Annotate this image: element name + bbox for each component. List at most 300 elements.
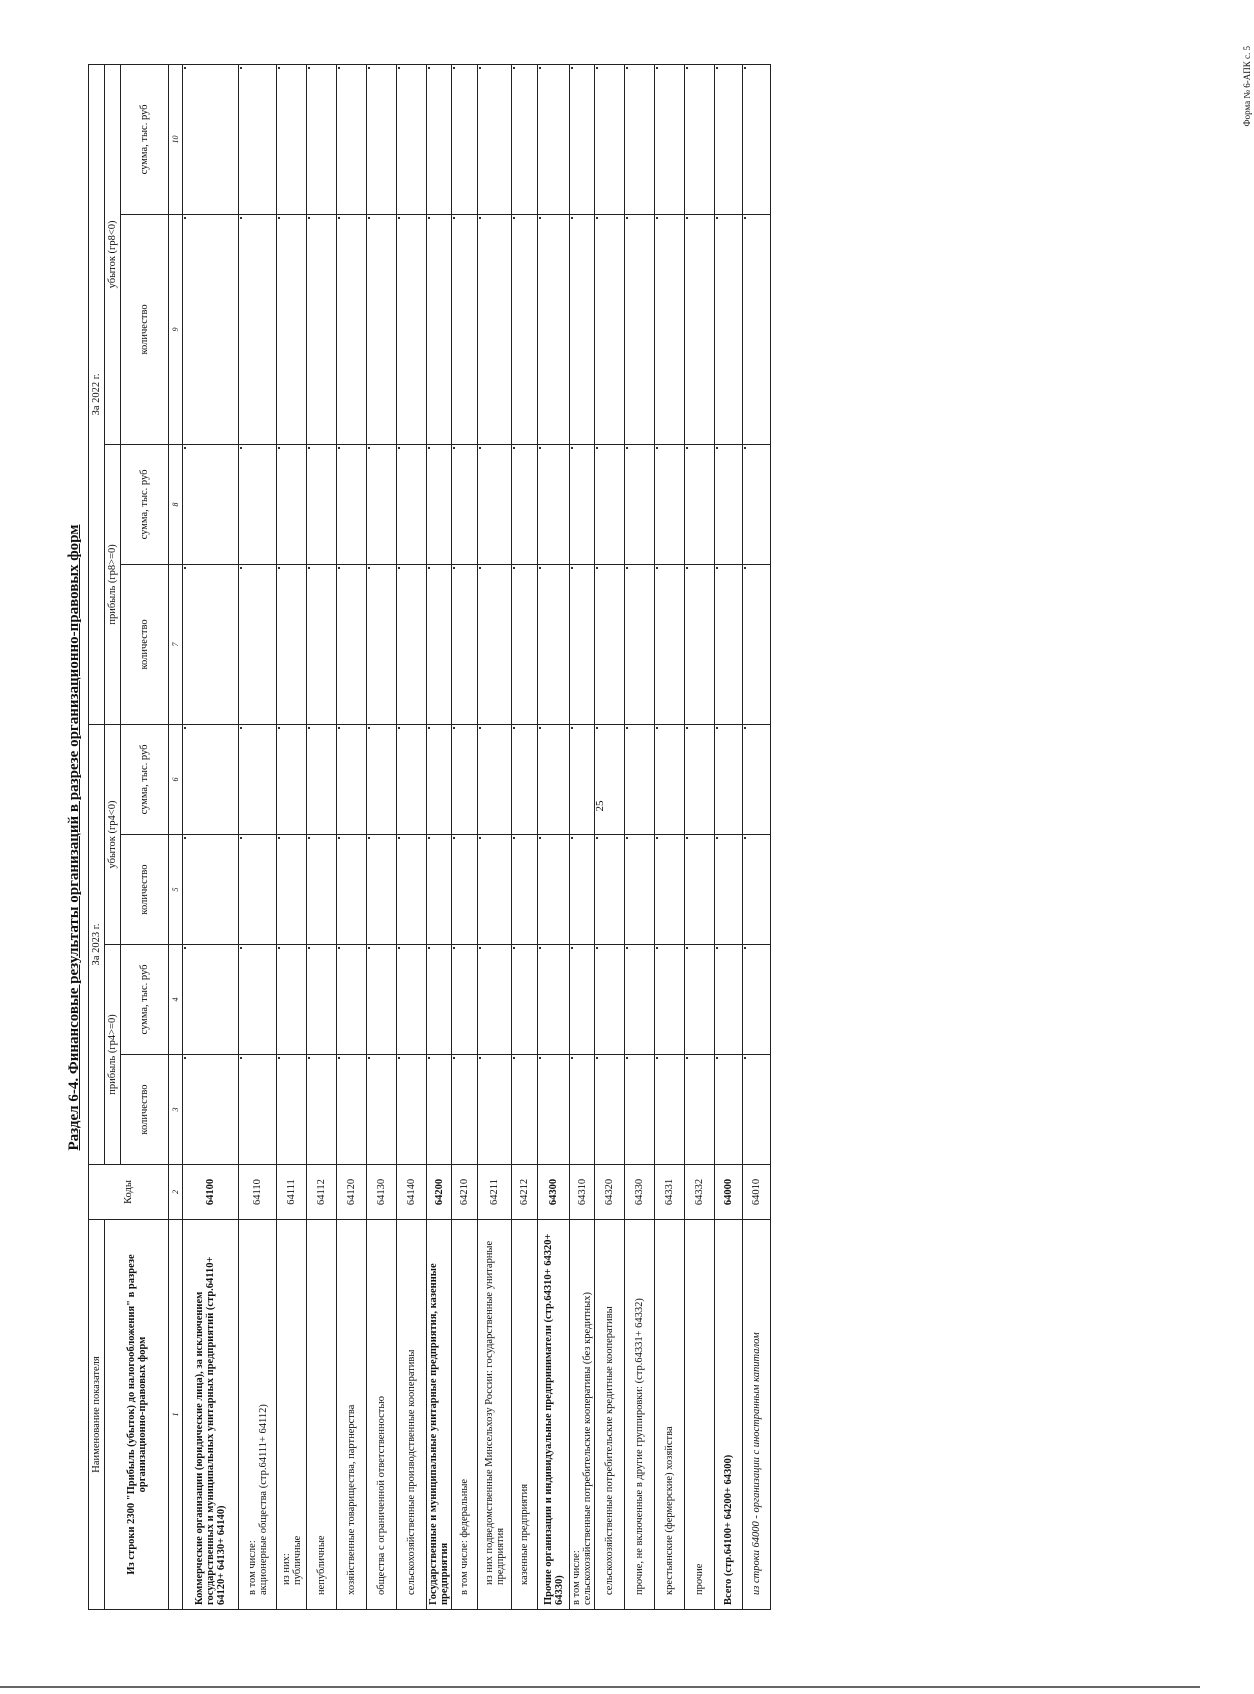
value-cell[interactable] <box>307 724 337 834</box>
row-label-text: хозяйственные товарищества, партнерства <box>346 1404 357 1595</box>
value-cell[interactable] <box>625 724 655 834</box>
value-cell[interactable] <box>570 1055 595 1165</box>
cell-mark <box>308 217 310 219</box>
value-cell[interactable] <box>685 1055 715 1165</box>
cell-mark <box>308 567 310 569</box>
value-cell[interactable] <box>715 1055 743 1165</box>
cell-mark <box>368 447 370 449</box>
value-cell[interactable] <box>512 214 538 444</box>
row-code: 64140 <box>397 1165 427 1220</box>
cell-mark <box>398 217 400 219</box>
cell-mark <box>571 217 573 219</box>
value-cell[interactable] <box>715 724 743 834</box>
value-cell[interactable] <box>512 444 538 564</box>
value-cell[interactable] <box>427 945 452 1055</box>
cell-mark <box>398 567 400 569</box>
cell-mark <box>626 837 628 839</box>
row-label-prefix: в том числе: <box>246 1540 258 1595</box>
row-label-text: из них подведомственные Минсельхозу России: государственные унитарные предприятия <box>483 1240 506 1585</box>
value-cell[interactable] <box>715 835 743 945</box>
row-label-text: казенные предприятия <box>519 1483 530 1585</box>
value-cell[interactable] <box>397 444 427 564</box>
value-cell[interactable] <box>655 835 685 945</box>
value-cell[interactable] <box>538 444 570 564</box>
value-cell[interactable] <box>239 724 277 834</box>
value-cell[interactable] <box>625 564 655 724</box>
value-cell[interactable] <box>367 214 397 444</box>
header-sum-2023-loss: сумма, тыс. руб <box>121 724 169 834</box>
row-label <box>512 1220 538 1610</box>
row-label-text: Всего (стр.64100+ 64200+ 64300) <box>723 1454 734 1605</box>
value-cell[interactable] <box>397 835 427 945</box>
cell-mark <box>398 837 400 839</box>
value-cell[interactable] <box>452 564 478 724</box>
cell-mark <box>744 1057 746 1059</box>
value-cell[interactable] <box>685 214 715 444</box>
value-cell[interactable] <box>427 564 452 724</box>
value-cell[interactable] <box>452 1055 478 1165</box>
cell-mark <box>368 67 370 69</box>
value-cell[interactable] <box>337 564 367 724</box>
value-cell[interactable] <box>183 564 239 724</box>
cell-mark <box>479 837 481 839</box>
row-label-text: непубличные <box>316 1535 327 1595</box>
value-cell[interactable] <box>337 835 367 945</box>
row-label <box>685 1220 715 1610</box>
table-row <box>685 64 715 1609</box>
table-row <box>427 64 452 1609</box>
header-profit-2023: прибыль (гр4>=0) <box>105 945 121 1165</box>
cell-mark <box>686 217 688 219</box>
value-cell[interactable] <box>625 945 655 1055</box>
value-cell[interactable] <box>307 945 337 1055</box>
value-cell[interactable] <box>427 214 452 444</box>
row-label <box>715 1220 743 1610</box>
value-cell[interactable] <box>367 444 397 564</box>
cell-mark <box>626 947 628 949</box>
value-cell[interactable] <box>183 64 239 214</box>
value-cell[interactable] <box>655 64 685 214</box>
row-code: 64010 <box>743 1165 771 1220</box>
value-cell[interactable] <box>570 64 595 214</box>
cell-mark <box>626 67 628 69</box>
cell-mark <box>278 217 280 219</box>
value-cell[interactable] <box>538 214 570 444</box>
cell-mark <box>744 947 746 949</box>
value-cell[interactable] <box>452 945 478 1055</box>
cell-mark <box>240 447 242 449</box>
value-cell[interactable] <box>715 214 743 444</box>
value-cell[interactable] <box>595 1055 625 1165</box>
value-cell[interactable] <box>655 945 685 1055</box>
table-row <box>183 64 239 1609</box>
header-loss-2022: убыток (гр8<0) <box>105 64 121 444</box>
value-cell[interactable] <box>685 724 715 834</box>
value-cell[interactable] <box>337 214 367 444</box>
cell-mark <box>240 947 242 949</box>
value-cell[interactable] <box>743 945 771 1055</box>
value-cell[interactable] <box>625 444 655 564</box>
value-cell[interactable] <box>183 214 239 444</box>
row-code: 64300 <box>538 1165 570 1220</box>
cell-mark <box>716 217 718 219</box>
value-cell[interactable] <box>625 214 655 444</box>
cell-mark <box>571 67 573 69</box>
cell-mark <box>184 67 186 69</box>
value-cell[interactable] <box>715 444 743 564</box>
cell-mark <box>596 947 598 949</box>
cell-mark <box>338 567 340 569</box>
rotated-page-content <box>66 65 796 1610</box>
value-cell[interactable] <box>427 724 452 834</box>
value-cell[interactable] <box>570 214 595 444</box>
value-cell[interactable] <box>367 564 397 724</box>
cell-mark <box>744 217 746 219</box>
row-code: 64332 <box>685 1165 715 1220</box>
value-cell[interactable] <box>307 564 337 724</box>
header-profit-2022: прибыль (гр8>=0) <box>105 444 121 724</box>
value-cell[interactable] <box>512 835 538 945</box>
cell-mark <box>428 1057 430 1059</box>
value-cell[interactable] <box>685 835 715 945</box>
cell-mark <box>656 727 658 729</box>
value-cell[interactable] <box>743 835 771 945</box>
value-cell[interactable] <box>307 1055 337 1165</box>
value-cell[interactable] <box>307 835 337 945</box>
table-row <box>715 64 743 1609</box>
row-code: 64130 <box>367 1165 397 1220</box>
value-cell[interactable] <box>743 724 771 834</box>
value-cell[interactable] <box>452 835 478 945</box>
row-code: 64210 <box>452 1165 478 1220</box>
cell-mark <box>571 447 573 449</box>
value-cell[interactable] <box>337 945 367 1055</box>
value-cell[interactable] <box>277 64 307 214</box>
value-cell[interactable] <box>595 564 625 724</box>
cell-mark <box>479 67 481 69</box>
value-cell[interactable] <box>512 564 538 724</box>
value-cell[interactable] <box>277 214 307 444</box>
value-cell[interactable] <box>239 564 277 724</box>
cell-mark <box>184 727 186 729</box>
value-cell[interactable] <box>478 564 512 724</box>
row-label <box>337 1220 367 1610</box>
value-cell[interactable] <box>570 724 595 834</box>
col-index: 5 <box>169 835 183 945</box>
value-cell[interactable] <box>715 945 743 1055</box>
cell-mark <box>626 447 628 449</box>
value-cell[interactable] <box>397 64 427 214</box>
value-cell[interactable] <box>239 835 277 945</box>
row-label-text: публичные <box>291 1535 303 1585</box>
value-cell[interactable] <box>743 444 771 564</box>
cell-mark <box>626 567 628 569</box>
cell-mark <box>716 447 718 449</box>
cell-mark <box>571 1057 573 1059</box>
value-cell[interactable] <box>595 64 625 214</box>
cell-mark <box>513 217 515 219</box>
value-cell[interactable] <box>478 835 512 945</box>
value-cell[interactable] <box>397 214 427 444</box>
cell-mark <box>278 947 280 949</box>
value-cell[interactable] <box>538 1055 570 1165</box>
value-cell[interactable] <box>743 564 771 724</box>
cell-mark <box>428 947 430 949</box>
value-cell[interactable] <box>239 64 277 214</box>
scan-edge-line <box>0 1686 1200 1688</box>
value-cell[interactable] <box>478 214 512 444</box>
value-cell[interactable] <box>625 835 655 945</box>
value-cell[interactable] <box>512 945 538 1055</box>
value-cell[interactable] <box>277 564 307 724</box>
value-cell[interactable] <box>685 64 715 214</box>
value-cell[interactable] <box>478 1055 512 1165</box>
cell-mark <box>428 567 430 569</box>
row-code: 64211 <box>478 1165 512 1220</box>
column-index-row <box>169 64 183 1609</box>
value-cell[interactable] <box>452 214 478 444</box>
value-cell[interactable] <box>337 724 367 834</box>
header-period-2022: За 2022 г. <box>89 64 105 724</box>
cell-mark <box>716 67 718 69</box>
value-cell[interactable] <box>367 1055 397 1165</box>
value-cell[interactable] <box>307 444 337 564</box>
value-cell[interactable] <box>427 1055 452 1165</box>
row-label <box>183 1220 239 1610</box>
cell-mark <box>716 947 718 949</box>
cell-mark <box>686 447 688 449</box>
cell-mark <box>240 727 242 729</box>
col-index: 9 <box>169 214 183 444</box>
cell-mark <box>513 837 515 839</box>
cell-mark <box>539 947 541 949</box>
value-cell[interactable] <box>183 724 239 834</box>
cell-mark <box>744 67 746 69</box>
value-cell[interactable] <box>655 214 685 444</box>
value-cell[interactable] <box>655 1055 685 1165</box>
value-cell[interactable] <box>307 214 337 444</box>
header-sum-2022-loss: сумма, тыс. руб <box>121 64 169 214</box>
cell-mark <box>278 447 280 449</box>
cell-mark <box>571 837 573 839</box>
value-cell[interactable] <box>397 564 427 724</box>
value-cell[interactable] <box>277 444 307 564</box>
value-cell[interactable] <box>183 1055 239 1165</box>
value-cell[interactable] <box>239 214 277 444</box>
header-loss-2023: убыток (гр4<0) <box>105 724 121 944</box>
value-cell[interactable] <box>397 1055 427 1165</box>
value-cell[interactable] <box>595 835 625 945</box>
cell-mark <box>240 1057 242 1059</box>
row-label <box>625 1220 655 1610</box>
col-index: 4 <box>169 945 183 1055</box>
row-code: 64111 <box>277 1165 307 1220</box>
value-cell[interactable] <box>538 64 570 214</box>
value-cell[interactable] <box>743 214 771 444</box>
row-label <box>538 1220 570 1610</box>
value-cell[interactable] <box>307 64 337 214</box>
cell-mark <box>184 447 186 449</box>
value-cell[interactable] <box>625 1055 655 1165</box>
row-label-text: прочие <box>694 1563 705 1595</box>
row-label-prefix: в том числе: <box>571 1550 582 1605</box>
cell-mark <box>278 567 280 569</box>
value-cell[interactable] <box>538 724 570 834</box>
table-row <box>452 64 478 1609</box>
value-cell[interactable] <box>538 564 570 724</box>
value-cell[interactable] <box>655 444 685 564</box>
value-cell[interactable] <box>538 945 570 1055</box>
value-cell[interactable] <box>397 945 427 1055</box>
value-cell[interactable] <box>685 444 715 564</box>
cell-mark <box>596 447 598 449</box>
value-cell[interactable] <box>367 64 397 214</box>
cell-mark <box>398 1057 400 1059</box>
value-cell[interactable] <box>367 724 397 834</box>
cell-mark <box>656 947 658 949</box>
value-cell[interactable] <box>478 724 512 834</box>
value-cell[interactable] <box>239 444 277 564</box>
value-cell[interactable] <box>512 1055 538 1165</box>
value-cell[interactable] <box>625 64 655 214</box>
header-qty-2022-profit: количество <box>121 564 169 724</box>
row-label <box>655 1220 685 1610</box>
row-label <box>307 1220 337 1610</box>
header-qty-2022-loss: количество <box>121 214 169 444</box>
cell-mark <box>338 837 340 839</box>
value-cell[interactable] <box>452 64 478 214</box>
cell-mark <box>479 567 481 569</box>
value-cell[interactable] <box>337 1055 367 1165</box>
value-cell[interactable] <box>570 564 595 724</box>
value-cell[interactable] <box>715 564 743 724</box>
row-label-text: сельскохозяйственные производственные кооперативы <box>406 1349 417 1595</box>
cell-mark <box>479 1057 481 1059</box>
page-number: 25 <box>594 800 606 812</box>
value-cell[interactable] <box>538 835 570 945</box>
table-row <box>367 64 397 1609</box>
value-cell[interactable] <box>183 835 239 945</box>
value-cell[interactable] <box>452 444 478 564</box>
value-cell[interactable] <box>595 444 625 564</box>
value-cell[interactable] <box>595 214 625 444</box>
value-cell[interactable] <box>277 835 307 945</box>
cell-mark <box>240 567 242 569</box>
row-label <box>570 1220 595 1610</box>
row-label-text: акционерные общества (стр.64111+ 64112) <box>257 1404 269 1595</box>
col-index: 6 <box>169 724 183 834</box>
value-cell[interactable] <box>570 835 595 945</box>
value-cell[interactable] <box>655 564 685 724</box>
cell-mark <box>513 1057 515 1059</box>
value-cell[interactable] <box>183 945 239 1055</box>
cell-mark <box>513 447 515 449</box>
cell-mark <box>398 447 400 449</box>
value-cell[interactable] <box>427 444 452 564</box>
cell-mark <box>744 837 746 839</box>
row-code: 64310 <box>570 1165 595 1220</box>
cell-mark <box>744 447 746 449</box>
cell-mark <box>479 447 481 449</box>
cell-mark <box>368 567 370 569</box>
row-label <box>239 1220 277 1610</box>
row-code: 64100 <box>183 1165 239 1220</box>
value-cell[interactable] <box>427 835 452 945</box>
value-cell[interactable] <box>595 724 625 834</box>
value-cell[interactable] <box>277 1055 307 1165</box>
cell-mark <box>428 727 430 729</box>
cell-mark <box>428 837 430 839</box>
cell-mark <box>686 567 688 569</box>
value-cell[interactable] <box>427 64 452 214</box>
cell-mark <box>368 1057 370 1059</box>
value-cell[interactable] <box>478 945 512 1055</box>
value-cell[interactable] <box>397 724 427 834</box>
row-label-text: в том числе: федеральные <box>459 1478 470 1595</box>
value-cell[interactable] <box>570 945 595 1055</box>
value-cell[interactable] <box>239 1055 277 1165</box>
cell-mark <box>656 837 658 839</box>
value-cell[interactable] <box>715 64 743 214</box>
value-cell[interactable] <box>595 945 625 1055</box>
col-index: 10 <box>169 64 183 214</box>
row-label-text: Прочие организации и индивидуальные предприниматели (стр.64310+ 64320+ 64330) <box>542 1233 565 1605</box>
value-cell[interactable] <box>183 444 239 564</box>
row-label <box>595 1220 625 1610</box>
financial-results-table <box>88 64 771 1610</box>
header-qty-2023-profit: количество <box>121 1055 169 1165</box>
cell-mark <box>686 727 688 729</box>
value-cell[interactable] <box>367 945 397 1055</box>
table-row <box>397 64 427 1609</box>
value-cell[interactable] <box>277 945 307 1055</box>
value-cell[interactable] <box>685 564 715 724</box>
value-cell[interactable] <box>367 835 397 945</box>
value-cell[interactable] <box>478 444 512 564</box>
value-cell[interactable] <box>512 64 538 214</box>
value-cell[interactable] <box>337 444 367 564</box>
cell-mark <box>398 67 400 69</box>
value-cell[interactable] <box>452 724 478 834</box>
table-row <box>625 64 655 1609</box>
value-cell[interactable] <box>277 724 307 834</box>
col-index: 1 <box>169 1220 183 1610</box>
value-cell[interactable] <box>685 945 715 1055</box>
cell-mark <box>308 837 310 839</box>
cell-mark <box>539 727 541 729</box>
table-row <box>239 64 277 1609</box>
row-label <box>397 1220 427 1610</box>
table-row <box>655 64 685 1609</box>
value-cell[interactable] <box>512 724 538 834</box>
row-label <box>452 1220 478 1610</box>
row-code: 64212 <box>512 1165 538 1220</box>
row-label <box>427 1220 452 1610</box>
value-cell[interactable] <box>655 724 685 834</box>
cell-mark <box>338 947 340 949</box>
value-cell[interactable] <box>743 1055 771 1165</box>
value-cell[interactable] <box>337 64 367 214</box>
col-index: 7 <box>169 564 183 724</box>
cell-mark <box>338 217 340 219</box>
value-cell[interactable] <box>570 444 595 564</box>
cell-mark <box>278 1057 280 1059</box>
value-cell[interactable] <box>743 64 771 214</box>
cell-mark <box>428 217 430 219</box>
value-cell[interactable] <box>478 64 512 214</box>
value-cell[interactable] <box>239 945 277 1055</box>
cell-mark <box>184 837 186 839</box>
